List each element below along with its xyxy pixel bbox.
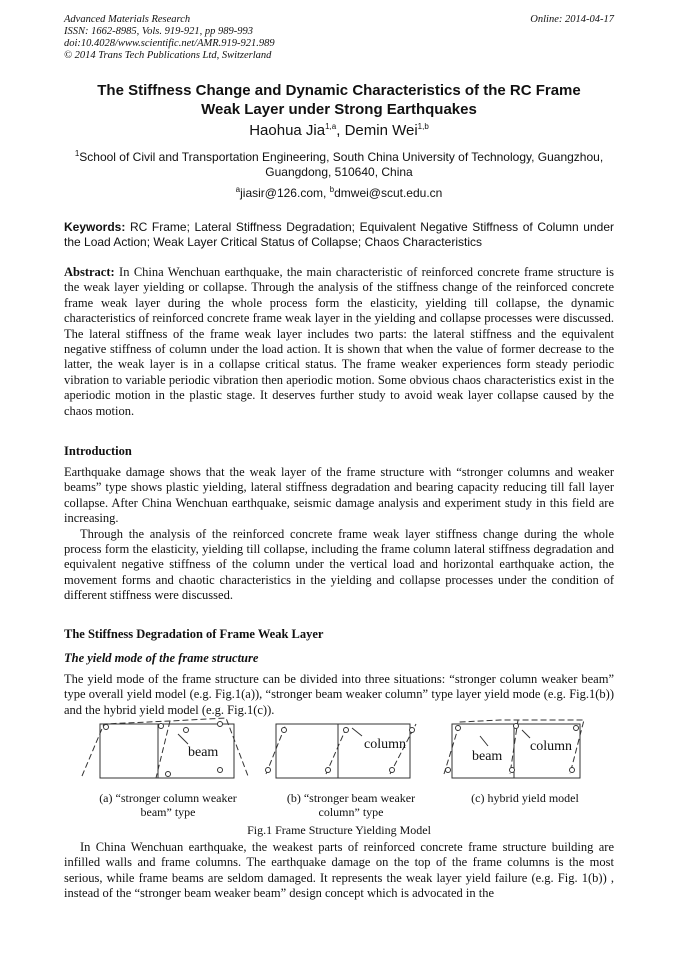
copyright-line: © 2014 Trans Tech Publications Ltd, Switzerland [64, 50, 272, 61]
caption-a [78, 791, 258, 819]
figure-1-caption: Fig.1 Frame Structure Yielding Model [247, 823, 431, 837]
email-a[interactable]: jiasir@126.com, [240, 186, 330, 200]
subsection-heading: The yield mode of the frame structure [64, 651, 259, 665]
title-line-1: The Stiffness Change and Dynamic Characteristics of the RC Frame [97, 82, 581, 99]
label-column-c: column [530, 739, 572, 754]
figure-1-drawings [60, 716, 620, 786]
author-2-affil: 1,b [417, 122, 429, 131]
title-line-2: Weak Layer under Strong Earthquakes [201, 101, 477, 118]
beam-pointer-a [178, 734, 188, 744]
introduction-paragraph-1: Earthquake damage shows that the weak layer of the frame structure with “stronger columns and weaker beams” type shows plastic yielding, lateral stiffness degradation and bearing capacity reducing till fall layer collapse. After China Wenchuan earthquake, seismic damage analysis and experiment study in this field are increasing. [64, 465, 614, 526]
affiliation-sup: 1 [74, 149, 80, 158]
email-b[interactable]: dmwei@scut.edu.cn [334, 186, 443, 200]
paper-title [40, 81, 638, 119]
keywords-text: RC Frame; Lateral Stiffness Degradation; Equivalent Negative Stiffness of Column under the Load Action; Weak Layer Critical Status of Collapse; Chaos Characteristics [64, 220, 614, 249]
caption-a-line-1: (a) “stronger column weaker [99, 791, 237, 805]
label-beam-a: beam [188, 745, 219, 760]
author-1: Haohua Jia [249, 122, 326, 139]
label-beam-c: beam [472, 749, 503, 764]
author-2: Demin Wei [344, 122, 418, 139]
author-separator: , [336, 122, 345, 139]
author-1-affil: 1,a [325, 122, 337, 131]
beam-pointer-c [480, 736, 488, 746]
abstract-label: Abstract: [64, 265, 115, 279]
introduction-heading: Introduction [64, 444, 132, 458]
affiliation-line-1: School of Civil and Transportation Engineering, South China University of Technology, Guangzhou, [79, 150, 604, 164]
author-list [40, 122, 638, 139]
keywords [64, 220, 614, 250]
section-paragraph-1: The yield mode of the frame structure can be divided into three situations: “stronger column weaker beam” type overall yield model (e.g. Fig.1(a)), “stronger beam weaker column” type layer yield mode (e.g. Fig.1(b)) and the hybrid yield model (e.g. Fig.1(c)). [64, 672, 614, 717]
issn-line: ISSN: 1662-8985, Vols. 919-921, pp 989-993 [64, 26, 253, 37]
introduction-paragraph-2: Through the analysis of the reinforced concrete frame weak layer stiffness change during the whole process form the elasticity, yielding till collapse, including the frame column lateral stiffness degradation and equivalent negative stiffness of the column under the vertical load and horizontal earthquake action, the movement forms and chaotic characteristics in the yielding and collapse processes under the condition of different stiffness were discussed. [64, 526, 614, 603]
email-a-sup: a [235, 185, 241, 194]
email-b-sup: b [329, 185, 335, 194]
author-emails [40, 186, 638, 200]
running-header [64, 14, 275, 62]
caption-a-line-2: beam” type [140, 805, 196, 819]
keywords-label: Keywords: [64, 220, 126, 234]
doi-line: doi:10.4028/www.scientific.net/AMR.919-921.989 [64, 38, 275, 49]
label-column-b: column [364, 737, 406, 752]
figure-1 [60, 716, 620, 786]
affiliation [55, 150, 623, 180]
introduction-body [64, 465, 614, 604]
affiliation-line-2: Guangdong, 510640, China [265, 165, 413, 179]
abstract-text: In China Wenchuan earthquake, the main characteristic of reinforced concrete frame structure is the weak layer yielding or collapse. Through the analysis of the stiffness change of the reinforced concrete frame weak layer during the whole process form the elasticity, yielding till collapse, the dynamic characteristics of reinforced concrete frame weak layer in the yielding and collapse processes were discussed. The lateral stiffness of the frame weak layer includes two parts: the lateral stiffness and the equivalent negative stiffness of column under the load action. It is shown that when the value of former decrease to the latter, the weak layer is in a collapse critical status. The frame weaker experiences form steady periodic vibration to variable periodic vibration then aperiodic motion. Some obvious chaos characteristics exist in the aperiodic motion in the plastic stage. It deserves further study to avoid weak layer collapse caused by the chaos motion. [64, 265, 614, 418]
caption-b-line-2: column” type [318, 805, 384, 819]
section-heading: The Stiffness Degradation of Frame Weak Layer [64, 627, 324, 641]
section-paragraph-2: In China Wenchuan earthquake, the weakest parts of reinforced concrete frame structure building are infilled walls and frame columns. The earthquake damage on the top of the frame columns is the most serious, while frame beams are seldom damaged. It represents the weak layer yield failure (e.g. Fig. 1(b)) , instead of the “stronger beam weaker beam” design concept which is advocated in the [64, 840, 614, 901]
caption-b-line-1: (b) “stronger beam weaker [286, 791, 416, 805]
abstract [64, 265, 614, 419]
column-pointer-c [522, 730, 530, 738]
caption-c: (c) hybrid yield model [471, 791, 579, 805]
online-date: Online: 2014-04-17 [530, 14, 614, 25]
journal-name: Advanced Materials Research [64, 14, 191, 25]
column-pointer-b [352, 728, 362, 736]
caption-b [266, 791, 436, 819]
